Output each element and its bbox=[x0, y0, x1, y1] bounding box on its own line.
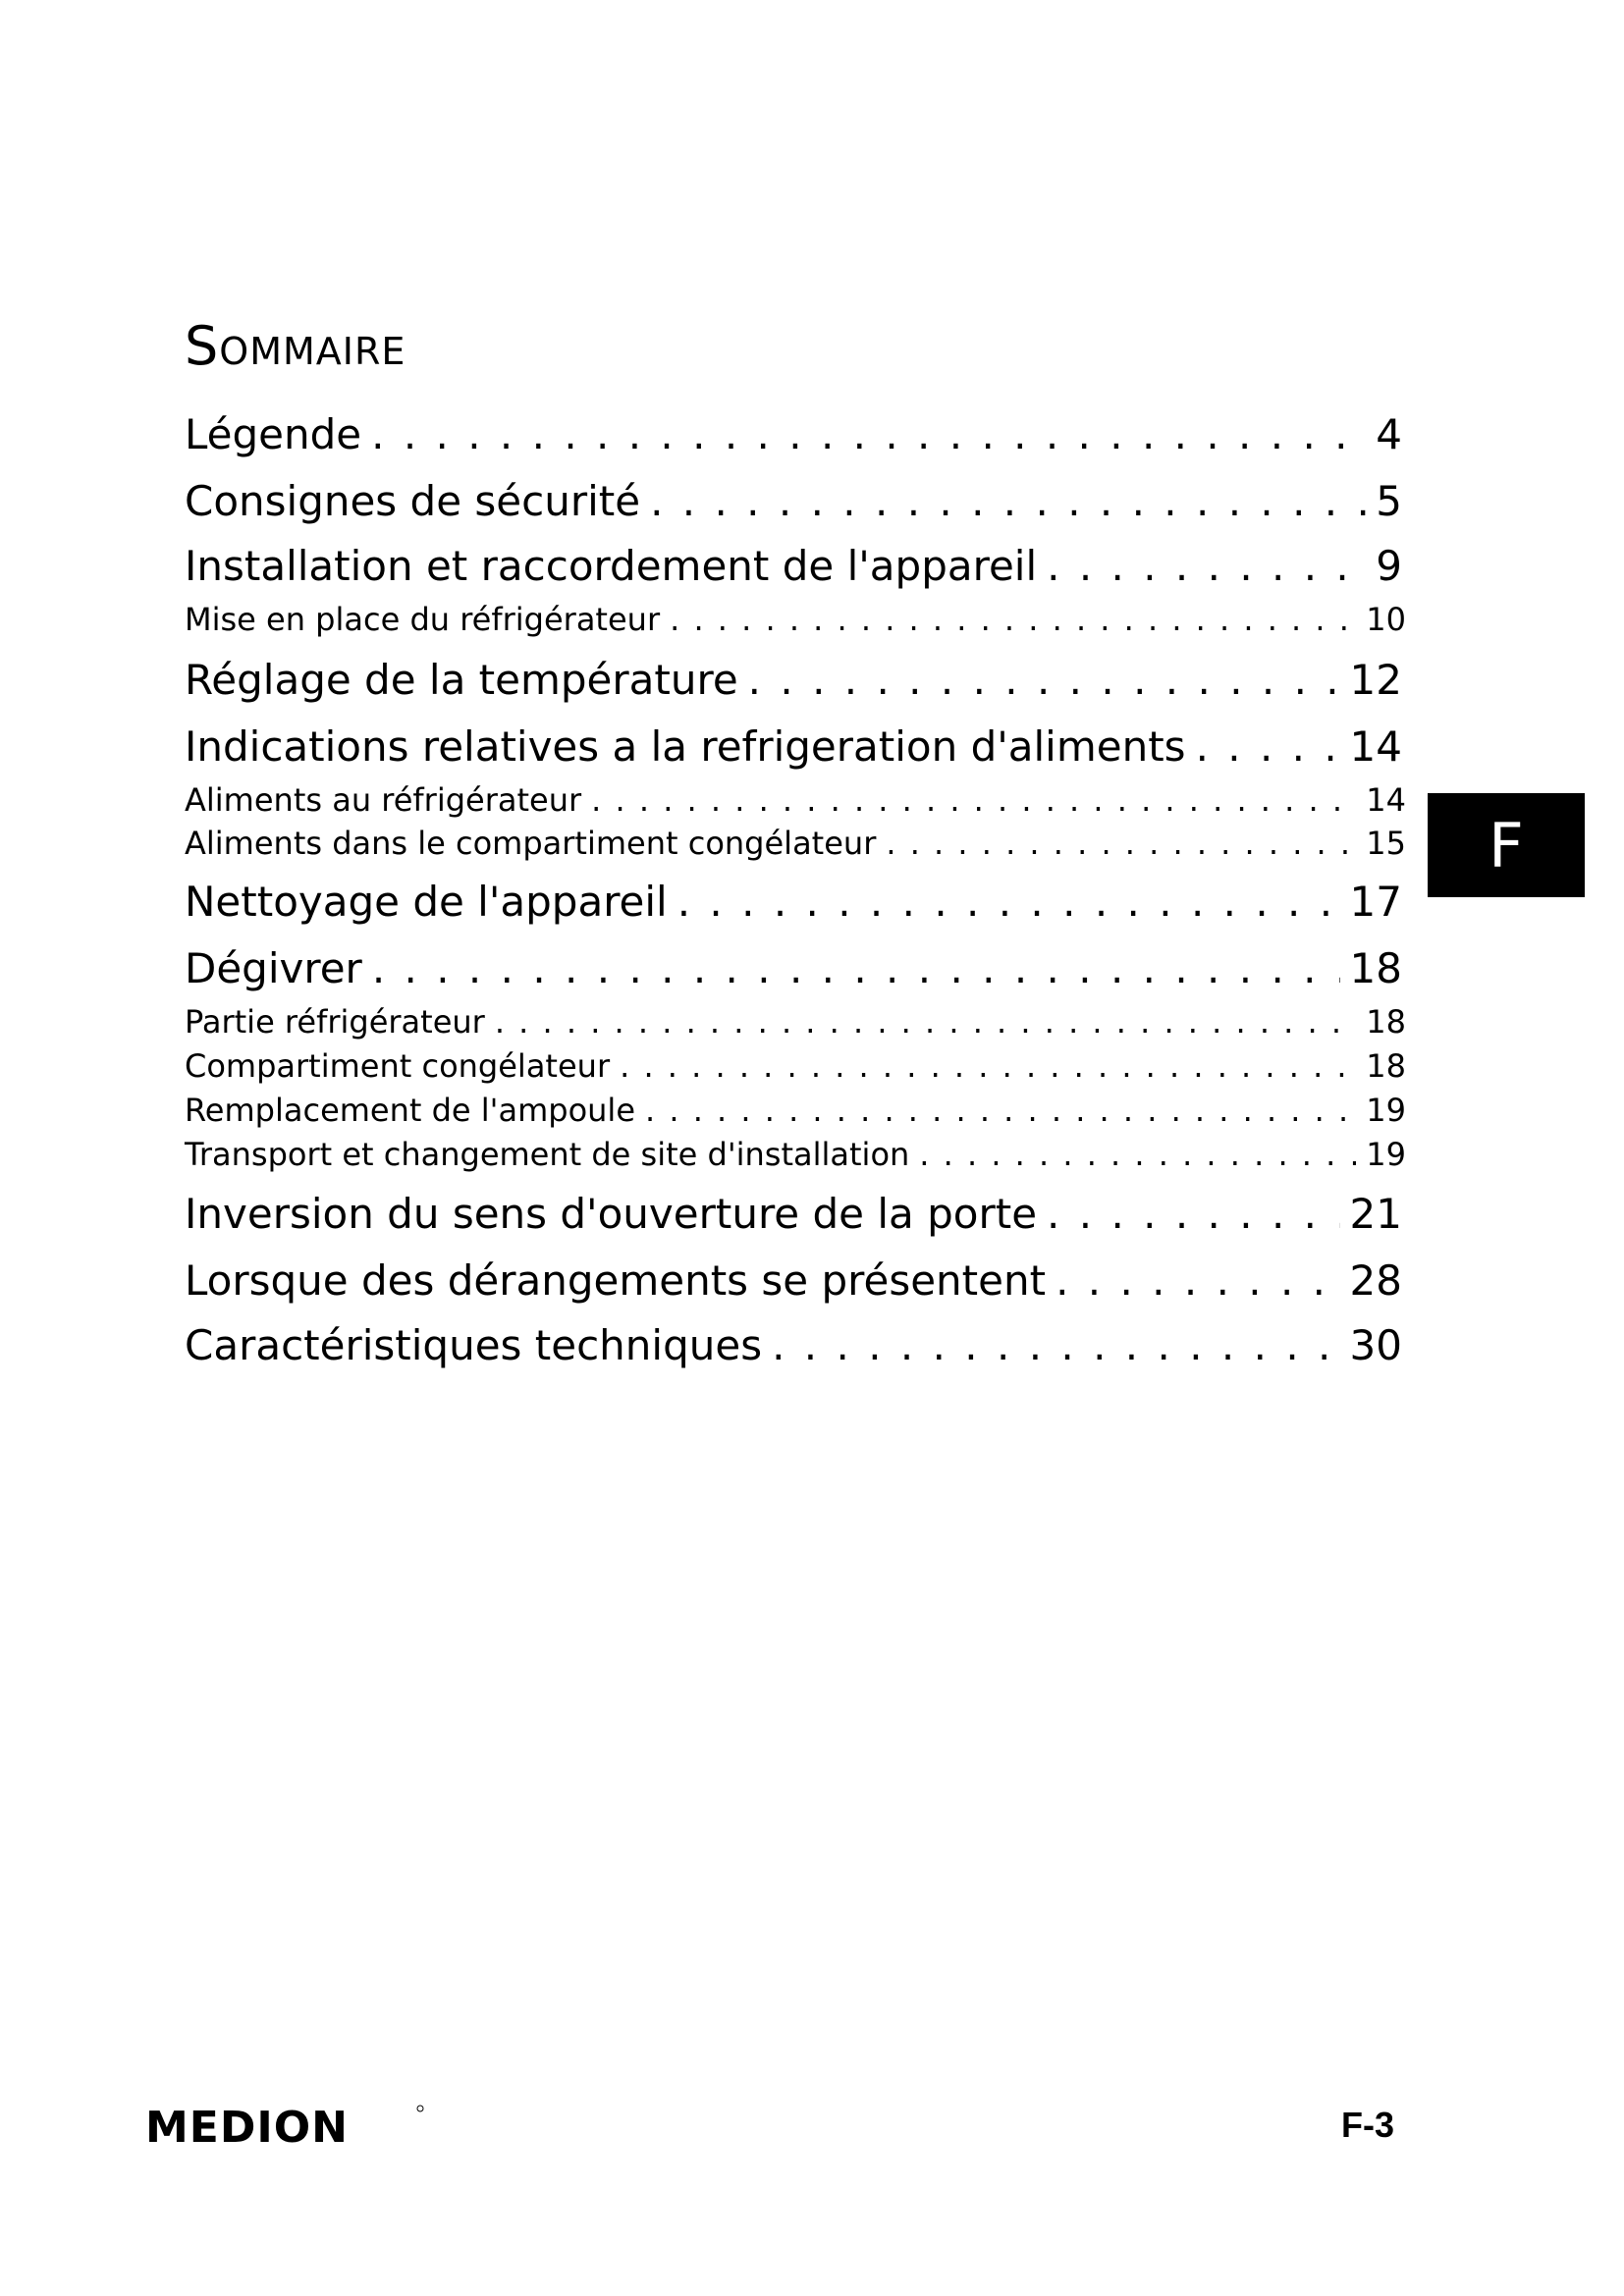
toc-entry bbox=[185, 477, 1402, 525]
toc-subentry bbox=[185, 1003, 1406, 1041]
toc-entry-label: Remplacement de l'ampoule bbox=[185, 1092, 635, 1129]
toc-entry-page: 5 bbox=[1376, 477, 1402, 525]
toc-entry-page: 10 bbox=[1366, 601, 1406, 638]
toc-entry-page: 28 bbox=[1349, 1256, 1402, 1305]
toc-entry-page: 15 bbox=[1366, 825, 1406, 862]
toc-entry bbox=[185, 656, 1402, 704]
toc-entry-label: Inversion du sens d'ouverture de la porte bbox=[185, 1190, 1038, 1238]
toc-entry-page: 4 bbox=[1376, 410, 1402, 458]
toc-entry-label: Consignes de sécurité bbox=[185, 477, 641, 525]
logo-text: MEDION bbox=[145, 2103, 349, 2150]
dot-leader bbox=[670, 601, 1356, 638]
toc-entry-label: Réglage de la température bbox=[185, 656, 738, 704]
toc-entry-label: Nettoyage de l'appareil bbox=[185, 878, 668, 926]
toc-entry-page: 19 bbox=[1366, 1092, 1406, 1129]
toc-entry-page: 17 bbox=[1349, 878, 1402, 926]
toc-subentry bbox=[185, 781, 1406, 819]
toc-subentry bbox=[185, 825, 1406, 862]
toc-entry-label: Aliments au réfrigérateur bbox=[185, 781, 582, 819]
dot-leader bbox=[495, 1003, 1356, 1041]
toc-subentry bbox=[185, 1092, 1406, 1129]
dot-leader bbox=[372, 944, 1340, 992]
toc-entry-page: 30 bbox=[1349, 1321, 1402, 1369]
toc-entry-page: 18 bbox=[1366, 1047, 1406, 1085]
dot-leader bbox=[620, 1047, 1356, 1085]
toc-entry bbox=[185, 542, 1402, 590]
toc-entry bbox=[185, 1321, 1402, 1369]
dot-leader bbox=[645, 1092, 1356, 1129]
dot-leader bbox=[886, 825, 1356, 862]
dot-leader bbox=[919, 1136, 1356, 1173]
dot-leader bbox=[591, 781, 1356, 819]
toc-subentry bbox=[185, 1136, 1406, 1173]
dot-leader bbox=[1047, 542, 1366, 590]
toc-entry-label: Transport et changement de site d'installation bbox=[185, 1136, 910, 1173]
toc-entry-label: Compartiment congélateur bbox=[185, 1047, 611, 1085]
toc-entry-page: 21 bbox=[1349, 1190, 1402, 1238]
toc-entry-page: 12 bbox=[1349, 656, 1402, 704]
dot-leader bbox=[677, 878, 1340, 926]
language-tab: F bbox=[1428, 793, 1585, 897]
toc-entry-label: Aliments dans le compartiment congélateur bbox=[185, 825, 877, 862]
page-number: F-3 bbox=[1341, 2105, 1394, 2145]
toc-entry-page: 9 bbox=[1376, 542, 1402, 590]
dot-leader bbox=[1196, 722, 1340, 771]
dot-leader bbox=[1047, 1190, 1340, 1238]
toc-entry-label: Dégivrer bbox=[185, 944, 362, 992]
medion-logo bbox=[145, 2101, 426, 2150]
toc-entry-page: 18 bbox=[1349, 944, 1402, 992]
toc-subentry bbox=[185, 1047, 1406, 1085]
dot-leader bbox=[748, 656, 1340, 704]
toc-entry-label: Installation et raccordement de l'appareil bbox=[185, 542, 1038, 590]
toc-entry-label: Partie réfrigérateur bbox=[185, 1003, 485, 1041]
toc-entry bbox=[185, 878, 1402, 926]
toc-entry-page: 14 bbox=[1366, 781, 1406, 819]
toc-entry-label: Légende bbox=[185, 410, 362, 458]
page-title: Sommaire bbox=[185, 315, 406, 377]
toc-entry-label: Indications relatives a la refrigeration d'aliments bbox=[185, 722, 1186, 771]
toc-entry bbox=[185, 722, 1402, 771]
toc-subentry bbox=[185, 601, 1406, 638]
toc-entry-label: Lorsque des dérangements se présentent bbox=[185, 1256, 1047, 1305]
dot-leader bbox=[1056, 1256, 1339, 1305]
toc-entry-page: 19 bbox=[1366, 1136, 1406, 1173]
toc-entry-page: 14 bbox=[1349, 722, 1402, 771]
registered-mark-icon bbox=[417, 2106, 423, 2111]
dot-leader bbox=[371, 410, 1366, 458]
toc-entry bbox=[185, 1256, 1402, 1305]
toc-entry-label: Mise en place du réfrigérateur bbox=[185, 601, 661, 638]
toc-entry bbox=[185, 944, 1402, 992]
toc-entry-label: Caractéristiques techniques bbox=[185, 1321, 763, 1369]
dot-leader bbox=[772, 1321, 1339, 1369]
toc-entry bbox=[185, 1190, 1402, 1238]
toc-entry bbox=[185, 410, 1402, 458]
toc-entry-page: 18 bbox=[1366, 1003, 1406, 1041]
dot-leader bbox=[650, 477, 1366, 525]
